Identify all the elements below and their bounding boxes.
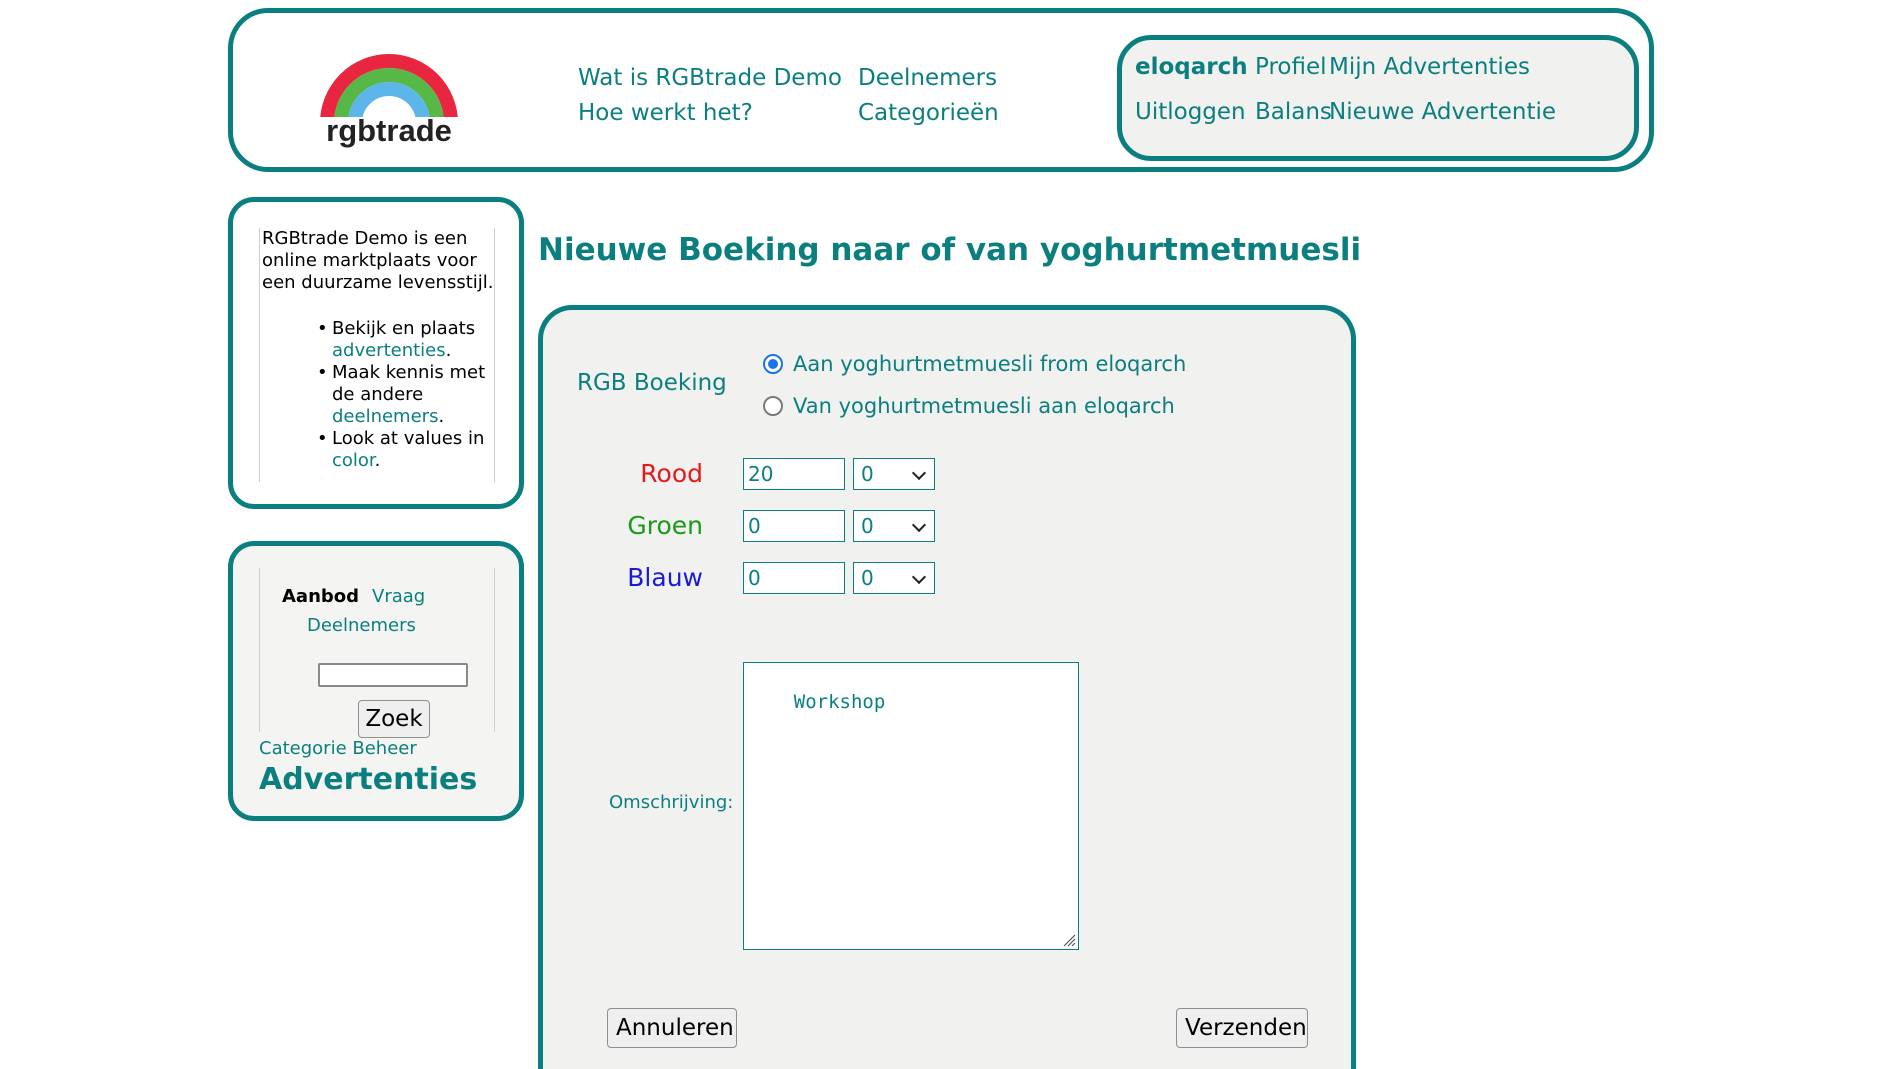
red-decimal-select[interactable] <box>853 458 935 490</box>
nav-link-about[interactable]: Wat is RGBtrade Demo <box>578 65 842 91</box>
blue-label: Blauw <box>627 563 703 592</box>
search-input[interactable] <box>318 663 468 687</box>
select-value: 0 <box>861 462 874 486</box>
intro-text: RGBtrade Demo is een online marktplaats voor een duurzame levensstijl. <box>262 228 494 293</box>
description-textarea[interactable] <box>743 662 1079 950</box>
tab-deelnemers[interactable]: Deelnemers <box>307 615 416 636</box>
chevron-down-icon <box>912 518 926 532</box>
chevron-down-icon <box>912 570 926 584</box>
page-title: Nieuwe Boeking naar of van yoghurtmetmuesli <box>538 232 1362 268</box>
red-label: Rood <box>640 459 703 488</box>
radio-label: Van yoghurtmetmuesli aan eloqarch <box>793 394 1175 418</box>
bullet-text: Bekijk en plaats <box>332 318 476 339</box>
list-item <box>332 318 494 362</box>
list-item <box>332 362 494 428</box>
search-form <box>259 568 495 732</box>
radio-unchecked-icon[interactable] <box>763 396 783 416</box>
ads-link[interactable]: advertenties <box>332 340 446 361</box>
category-admin-link[interactable]: Categorie Beheer <box>259 738 417 759</box>
resize-handle-icon[interactable] <box>1062 933 1076 947</box>
radio-label: Aan yoghurtmetmuesli from eloqarch <box>793 352 1187 376</box>
color-link[interactable]: color <box>332 450 375 471</box>
user-name-link[interactable]: eloqarch <box>1135 54 1248 80</box>
bullet-punct: . <box>445 340 452 361</box>
submit-button[interactable]: Verzenden <box>1176 1008 1308 1048</box>
select-value: 0 <box>861 566 874 590</box>
blue-decimal-select[interactable] <box>853 562 935 594</box>
bullet-punct: . <box>438 406 445 427</box>
logo-text: rgbtrade <box>326 113 452 148</box>
blue-value-input[interactable]: 0 <box>743 562 845 594</box>
description-text: Workshop <box>793 691 886 713</box>
list-item <box>332 428 494 472</box>
info-panel <box>228 197 524 509</box>
green-label: Groen <box>627 511 703 540</box>
profile-link[interactable]: Profiel <box>1255 54 1327 80</box>
green-decimal-select[interactable] <box>853 510 935 542</box>
new-ad-link[interactable]: Nieuwe Advertentie <box>1329 99 1557 125</box>
green-value-input[interactable]: 0 <box>743 510 845 542</box>
search-panel <box>228 541 524 821</box>
bullet-punct: . <box>374 450 381 471</box>
logout-link[interactable]: Uitloggen <box>1135 99 1246 125</box>
select-value: 0 <box>861 514 874 538</box>
search-button[interactable]: Zoek <box>358 700 430 738</box>
bullet-text: Look at values in <box>332 428 485 449</box>
red-value-input[interactable]: 20 <box>743 458 845 490</box>
description-label: Omschrijving: <box>609 792 734 813</box>
nav-link-categories[interactable]: Categorieën <box>858 100 999 126</box>
tab-aanbod[interactable]: Aanbod <box>282 586 360 607</box>
nav-link-participants[interactable]: Deelnemers <box>858 65 998 91</box>
site-header <box>228 8 1654 172</box>
radio-checked-icon[interactable] <box>763 354 783 374</box>
my-ads-link[interactable]: Mijn Advertenties <box>1329 54 1530 80</box>
bullet-text: Maak kennis met de andere <box>332 362 486 405</box>
cancel-button[interactable]: Annuleren <box>607 1008 737 1048</box>
chevron-down-icon <box>912 466 926 480</box>
info-content <box>259 228 495 482</box>
rgbtrade-logo[interactable] <box>319 35 459 153</box>
balance-link[interactable]: Balans <box>1255 99 1332 125</box>
rgb-booking-label: RGB Boeking <box>577 370 727 396</box>
tab-vraag[interactable]: Vraag <box>372 586 426 607</box>
ads-heading-link[interactable]: Advertenties <box>259 762 478 797</box>
info-list <box>260 318 494 472</box>
user-menu <box>1117 35 1639 161</box>
booking-form <box>538 305 1356 1069</box>
participants-link[interactable]: deelnemers <box>332 406 439 427</box>
nav-link-how-it-works[interactable]: Hoe werkt het? <box>578 100 753 126</box>
